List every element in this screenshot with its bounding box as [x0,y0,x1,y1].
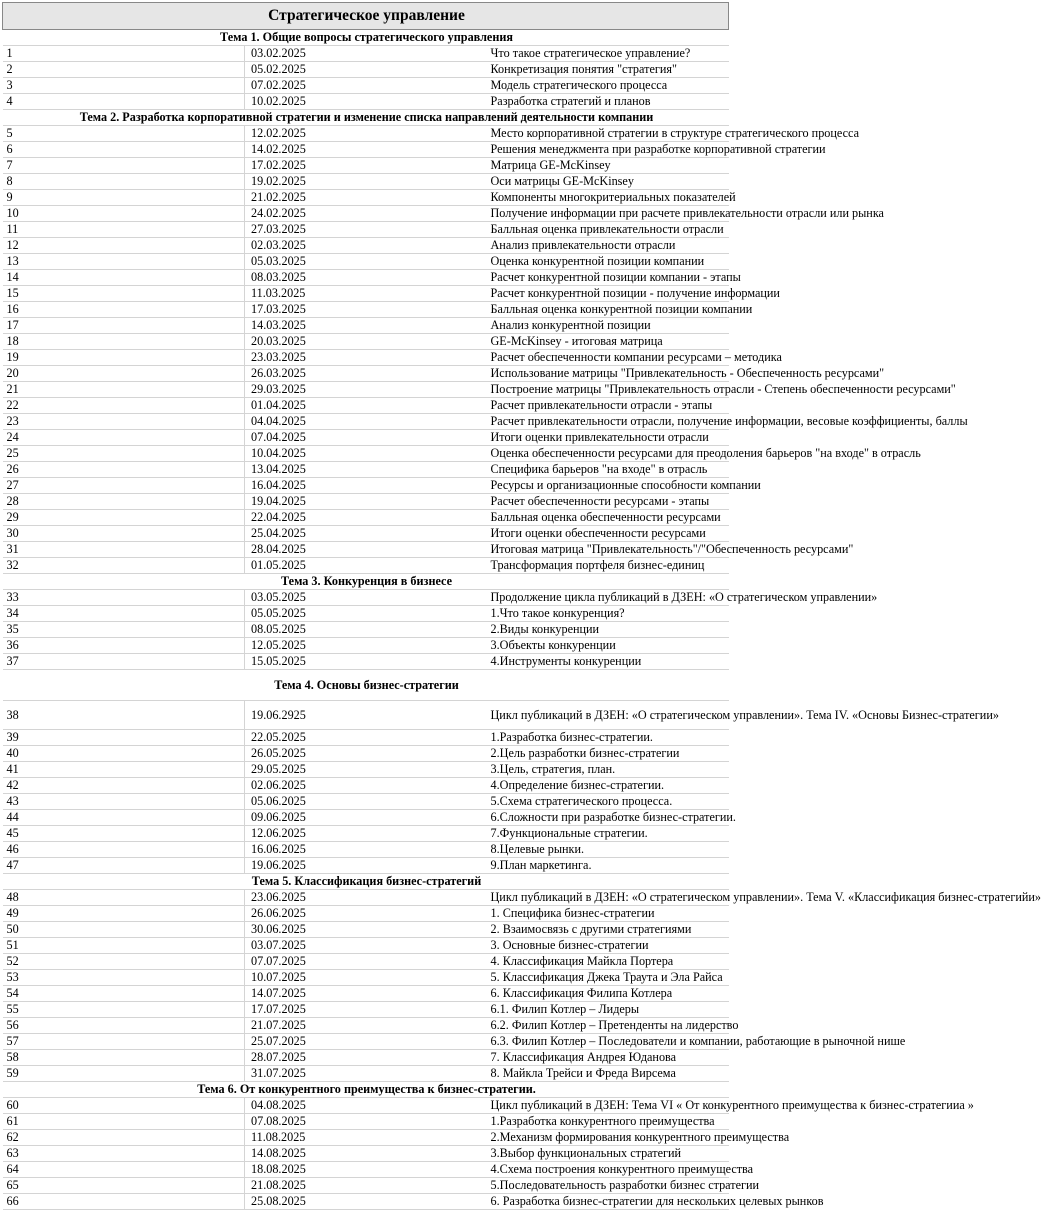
row-number: 54 [3,986,245,1002]
row-topic: 1.Что такое конкуренция? [487,606,729,622]
row-topic: 3.Выбор функциональных стратегий [487,1146,729,1162]
row-number: 33 [3,590,245,606]
row-date: 30.06.2025 [245,922,487,938]
row-date: 20.03.2025 [245,334,487,350]
row-number: 60 [3,1098,245,1114]
table-row [3,1146,729,1162]
row-topic: 8. Майкла Трейси и Фреда Вирсема [487,1066,729,1082]
table-row [3,654,729,670]
row-topic: Расчет привлекательности отрасли - этапы [487,398,729,414]
row-date: 17.03.2025 [245,302,487,318]
row-topic: Оценка обеспеченности ресурсами для преодоления барьеров "на входе" в отрасль [487,446,729,462]
row-number: 66 [3,1194,245,1210]
row-topic: GE-McKinsey - итоговая матрица [487,334,729,350]
row-topic: 9.План маркетинга. [487,858,729,874]
row-number: 64 [3,1162,245,1178]
row-topic: Итоговая матрица "Привлекательность"/"Обеспеченность ресурсами" [487,542,729,558]
table-row [3,778,729,794]
table-row [3,126,729,142]
row-date: 26.06.2025 [245,906,487,922]
table-row [3,590,729,606]
row-date: 22.05.2025 [245,730,487,746]
row-date: 24.02.2025 [245,206,487,222]
row-topic: 5.Схема стратегического процесса. [487,794,729,810]
row-date: 01.05.2025 [245,558,487,574]
row-topic: 5.Последовательность разработки бизнес стратегии [487,1178,729,1194]
row-topic: 1. Специфика бизнес-стратегии [487,906,729,922]
row-number: 46 [3,842,245,858]
row-date: 09.06.2025 [245,810,487,826]
row-date: 23.06.2025 [245,890,487,906]
row-number: 32 [3,558,245,574]
row-date: 14.02.2025 [245,142,487,158]
table-row [3,970,729,986]
row-date: 17.02.2025 [245,158,487,174]
row-topic: 6.1. Филип Котлер – Лидеры [487,1002,729,1018]
row-topic: Итоги оценки привлекательности отрасли [487,430,729,446]
row-date: 12.02.2025 [245,126,487,142]
row-number: 55 [3,1002,245,1018]
row-number: 63 [3,1146,245,1162]
row-date: 27.03.2025 [245,222,487,238]
row-number: 10 [3,206,245,222]
row-number: 17 [3,318,245,334]
row-topic: Расчет обеспеченности компании ресурсами – методика [487,350,729,366]
row-date: 26.03.2025 [245,366,487,382]
table-row [3,190,729,206]
row-number: 28 [3,494,245,510]
row-date: 29.05.2025 [245,762,487,778]
row-topic: Место корпоративной стратегии в структуре стратегического процесса [487,126,729,142]
row-number: 47 [3,858,245,874]
table-row [3,1114,729,1130]
section-heading-row [3,670,729,701]
row-date: 15.05.2025 [245,654,487,670]
row-date: 18.08.2025 [245,1162,487,1178]
row-date: 02.03.2025 [245,238,487,254]
section-heading: Тема 3. Конкуренция в бизнесе [3,574,729,590]
row-number: 29 [3,510,245,526]
row-number: 2 [3,62,245,78]
row-number: 62 [3,1130,245,1146]
row-date: 14.07.2025 [245,986,487,1002]
row-number: 35 [3,622,245,638]
row-topic: Расчет конкурентной позиции компании - этапы [487,270,729,286]
section-heading-row [3,30,729,46]
table-row [3,938,729,954]
schedule-table-body [3,3,1041,1210]
row-date: 19.06.2925 [245,701,487,730]
table-row [3,430,729,446]
table-row [3,730,729,746]
row-topic: 8.Целевые рынки. [487,842,729,858]
table-row [3,890,729,906]
row-number: 11 [3,222,245,238]
row-date: 04.04.2025 [245,414,487,430]
row-number: 14 [3,270,245,286]
page-title: Стратегическое управление [3,3,729,30]
table-row [3,478,729,494]
row-number: 52 [3,954,245,970]
row-topic: Построение матрицы "Привлекательность отрасли - Степень обеспеченности ресурсами" [487,382,729,398]
row-date: 12.05.2025 [245,638,487,654]
row-number: 3 [3,78,245,94]
row-topic: 6. Классификация Филипа Котлера [487,986,729,1002]
row-topic: 3. Основные бизнес-стратегии [487,938,729,954]
row-number: 57 [3,1034,245,1050]
row-number: 41 [3,762,245,778]
table-row [3,622,729,638]
row-number: 56 [3,1018,245,1034]
row-topic: 7.Функциональные стратегии. [487,826,729,842]
row-date: 08.03.2025 [245,270,487,286]
row-number: 48 [3,890,245,906]
row-topic: Балльная оценка привлекательности отрасли [487,222,729,238]
row-date: 07.04.2025 [245,430,487,446]
row-topic: 4.Инструменты конкуренции [487,654,729,670]
table-row [3,222,729,238]
row-topic: 6.3. Филип Котлер – Последователи и компании, работающие в рыночной нише [487,1034,729,1050]
row-topic: Расчет конкурентной позиции - получение информации [487,286,729,302]
row-date: 10.02.2025 [245,94,487,110]
table-row [3,842,729,858]
row-number: 50 [3,922,245,938]
table-row [3,366,729,382]
row-date: 07.02.2025 [245,78,487,94]
row-number: 39 [3,730,245,746]
row-topic: Итоги оценки обеспеченности ресурсами [487,526,729,542]
row-topic: Конкретизация понятия "стратегия" [487,62,729,78]
row-topic: 1.Разработка конкурентного преимущества [487,1114,729,1130]
table-row [3,318,729,334]
row-number: 5 [3,126,245,142]
table-row [3,1130,729,1146]
table-row [3,1098,729,1114]
table-row [3,174,729,190]
row-topic: Компоненты многокритериальных показателей [487,190,729,206]
row-number: 43 [3,794,245,810]
table-row [3,398,729,414]
table-row [3,158,729,174]
table-row [3,922,729,938]
row-number: 6 [3,142,245,158]
row-topic: Балльная оценка обеспеченности ресурсами [487,510,729,526]
row-number: 49 [3,906,245,922]
row-number: 36 [3,638,245,654]
table-row [3,746,729,762]
row-topic: 4.Схема построения конкурентного преимущества [487,1162,729,1178]
row-topic: Оценка конкурентной позиции компании [487,254,729,270]
table-row [3,510,729,526]
table-row [3,462,729,478]
row-number: 45 [3,826,245,842]
table-row [3,494,729,510]
table-row [3,794,729,810]
table-row [3,62,729,78]
row-date: 14.08.2025 [245,1146,487,1162]
section-heading-row [3,1082,729,1098]
row-topic: Трансформация портфеля бизнес-единиц [487,558,729,574]
row-number: 8 [3,174,245,190]
row-number: 7 [3,158,245,174]
table-row [3,526,729,542]
row-date: 19.04.2025 [245,494,487,510]
row-topic: Оси матрицы GE-McKinsey [487,174,729,190]
table-row [3,78,729,94]
row-number: 42 [3,778,245,794]
row-number: 34 [3,606,245,622]
row-number: 51 [3,938,245,954]
row-date: 16.06.2025 [245,842,487,858]
row-topic: 2.Виды конкуренции [487,622,729,638]
row-number: 40 [3,746,245,762]
row-date: 25.04.2025 [245,526,487,542]
row-number: 24 [3,430,245,446]
row-number: 58 [3,1050,245,1066]
row-number: 44 [3,810,245,826]
row-number: 30 [3,526,245,542]
row-number: 25 [3,446,245,462]
row-date: 28.07.2025 [245,1050,487,1066]
row-number: 21 [3,382,245,398]
table-row [3,94,729,110]
row-number: 65 [3,1178,245,1194]
section-heading: Тема 6. От конкурентного преимущества к бизнес-стратегии. [3,1082,729,1098]
row-date: 02.06.2025 [245,778,487,794]
row-topic: Расчет привлекательности отрасли, получение информации, весовые коэффициенты, баллы [487,414,729,430]
row-number: 9 [3,190,245,206]
row-date: 19.02.2025 [245,174,487,190]
table-row [3,270,729,286]
row-date: 31.07.2025 [245,1066,487,1082]
row-topic: Что такое стратегическое управление? [487,46,729,62]
section-heading-row [3,574,729,590]
title-row [3,3,729,30]
row-date: 07.08.2025 [245,1114,487,1130]
row-date: 13.04.2025 [245,462,487,478]
row-topic: Получение информации при расчете привлекательности отрасли или рынка [487,206,729,222]
table-row [3,542,729,558]
section-heading: Тема 5. Классификация бизнес-стратегий [3,874,729,890]
row-date: 12.06.2025 [245,826,487,842]
row-date: 11.03.2025 [245,286,487,302]
row-topic: Цикл публикаций в ДЗЕН: Тема VI « От конкурентного преимущества к бизнес-стратегииа » [487,1098,729,1114]
section-heading-row [3,110,729,126]
table-row [3,606,729,622]
row-topic: 6.2. Филип Котлер – Претенденты на лидерство [487,1018,729,1034]
row-date: 17.07.2025 [245,1002,487,1018]
table-row [3,1162,729,1178]
row-number: 1 [3,46,245,62]
table-row [3,558,729,574]
table-row [3,1050,729,1066]
row-number: 4 [3,94,245,110]
section-heading: Тема 1. Общие вопросы стратегического управления [3,30,729,46]
row-topic: 1.Разработка бизнес-стратегии. [487,730,729,746]
row-topic: Решения менеджмента при разработке корпоративной стратегии [487,142,729,158]
table-row [3,1194,729,1210]
table-row [3,142,729,158]
table-row [3,414,729,430]
row-number: 18 [3,334,245,350]
row-topic: Модель стратегического процесса [487,78,729,94]
table-row [3,1018,729,1034]
row-number: 31 [3,542,245,558]
row-date: 08.05.2025 [245,622,487,638]
row-date: 10.04.2025 [245,446,487,462]
table-row [3,1034,729,1050]
row-topic: 5. Классификация Джека Траута и Эла Райса [487,970,729,986]
row-topic: Продолжение цикла публикаций в ДЗЕН: «О стратегическом управлении» [487,590,729,606]
table-row [3,1066,729,1082]
row-date: 14.03.2025 [245,318,487,334]
row-topic: 6. Разработка бизнес-стратегии для нескольких целевых рынков [487,1194,729,1210]
row-number: 19 [3,350,245,366]
row-date: 05.06.2025 [245,794,487,810]
table-row [3,46,729,62]
table-row [3,238,729,254]
row-number: 38 [3,701,245,730]
row-date: 22.04.2025 [245,510,487,526]
row-topic: 4. Классификация Майкла Портера [487,954,729,970]
row-topic: Использование матрицы "Привлекательность - Обеспеченность ресурсами" [487,366,729,382]
row-topic: 7. Классификация Андрея Юданова [487,1050,729,1066]
row-number: 15 [3,286,245,302]
row-number: 59 [3,1066,245,1082]
table-row [3,954,729,970]
row-topic: Ресурсы и организационные способности компании [487,478,729,494]
row-date: 28.04.2025 [245,542,487,558]
table-row [3,906,729,922]
row-date: 16.04.2025 [245,478,487,494]
section-heading-row [3,874,729,890]
table-row [3,334,729,350]
row-date: 05.03.2025 [245,254,487,270]
row-date: 11.08.2025 [245,1130,487,1146]
table-row [3,382,729,398]
row-date: 05.02.2025 [245,62,487,78]
row-number: 16 [3,302,245,318]
row-topic: Матрица GE-McKinsey [487,158,729,174]
table-row [3,701,729,730]
table-row [3,1002,729,1018]
table-row [3,446,729,462]
row-date: 21.07.2025 [245,1018,487,1034]
schedule-table [2,2,1041,1210]
row-topic: 3.Цель, стратегия, план. [487,762,729,778]
row-date: 25.07.2025 [245,1034,487,1050]
row-topic: Расчет обеспеченности ресурсами - этапы [487,494,729,510]
row-date: 26.05.2025 [245,746,487,762]
row-date: 03.07.2025 [245,938,487,954]
table-row [3,986,729,1002]
row-date: 25.08.2025 [245,1194,487,1210]
row-topic: Цикл публикаций в ДЗЕН: «О стратегическом управлении». Тема IV. «Основы Бизнес-стратегии» [487,701,729,730]
row-number: 22 [3,398,245,414]
row-topic: Анализ привлекательности отрасли [487,238,729,254]
row-topic: Специфика барьеров "на входе" в отрасль [487,462,729,478]
row-date: 29.03.2025 [245,382,487,398]
section-heading: Тема 4. Основы бизнес-стратегии [3,670,729,701]
row-topic: 2.Механизм формирования конкурентного преимущества [487,1130,729,1146]
row-topic: 6.Сложности при разработке бизнес-стратегии. [487,810,729,826]
table-row [3,206,729,222]
table-row [3,826,729,842]
row-date: 07.07.2025 [245,954,487,970]
row-date: 04.08.2025 [245,1098,487,1114]
row-date: 05.05.2025 [245,606,487,622]
row-number: 13 [3,254,245,270]
row-date: 23.03.2025 [245,350,487,366]
row-topic: 4.Определение бизнес-стратегии. [487,778,729,794]
row-number: 23 [3,414,245,430]
row-topic: 2. Взаимосвязь с другими стратегиями [487,922,729,938]
table-row [3,254,729,270]
row-topic: 2.Цель разработки бизнес-стратегии [487,746,729,762]
table-row [3,858,729,874]
table-row [3,638,729,654]
row-topic: Балльная оценка конкурентной позиции компании [487,302,729,318]
section-heading: Тема 2. Разработка корпоративной стратегии и изменение списка направлений деятельности компании [3,110,729,126]
row-topic: Цикл публикаций в ДЗЕН: «О стратегическом управлении». Тема V. «Классификация бизнес-стратегийи» [487,890,729,906]
row-topic: 3.Объекты конкуренции [487,638,729,654]
table-row [3,302,729,318]
row-number: 26 [3,462,245,478]
table-row [3,810,729,826]
row-number: 37 [3,654,245,670]
row-date: 19.06.2025 [245,858,487,874]
row-date: 21.08.2025 [245,1178,487,1194]
row-date: 10.07.2025 [245,970,487,986]
table-row [3,1178,729,1194]
table-row [3,286,729,302]
row-date: 03.05.2025 [245,590,487,606]
row-number: 61 [3,1114,245,1130]
row-number: 20 [3,366,245,382]
row-number: 53 [3,970,245,986]
row-date: 03.02.2025 [245,46,487,62]
row-number: 12 [3,238,245,254]
row-date: 21.02.2025 [245,190,487,206]
table-row [3,350,729,366]
row-topic: Анализ конкурентной позиции [487,318,729,334]
row-number: 27 [3,478,245,494]
row-date: 01.04.2025 [245,398,487,414]
table-row [3,762,729,778]
row-topic: Разработка стратегий и планов [487,94,729,110]
